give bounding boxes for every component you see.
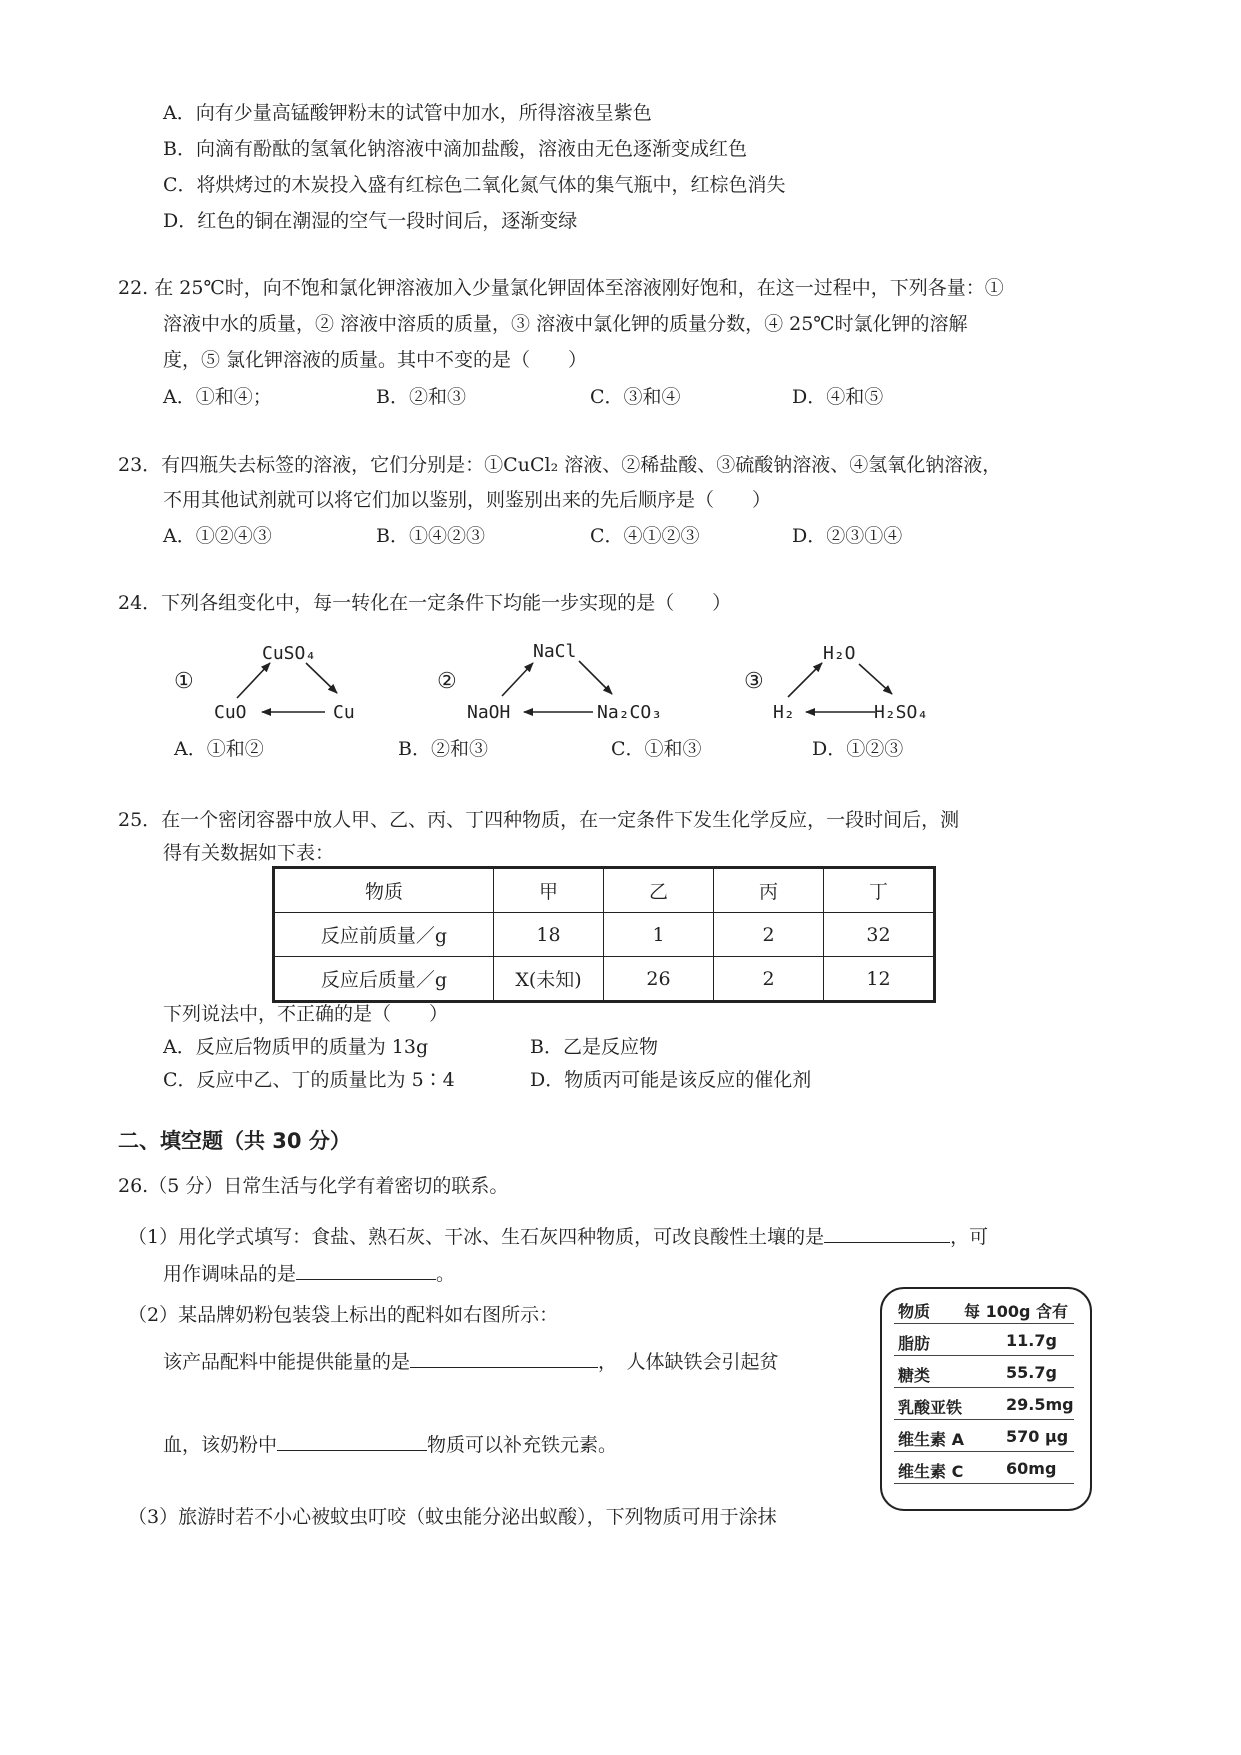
q26-part-1-text-2: 用作调味品的是	[163, 1263, 297, 1285]
q22-option-a: A．①和④；	[163, 386, 272, 408]
table-cell: 物质	[274, 868, 494, 913]
section-heading: 二、填空题（共 30 分）	[118, 1129, 351, 1153]
q26-part-1-line-1	[128, 1224, 988, 1247]
q24-option-c: C．①和③	[611, 738, 702, 760]
nutrition-row	[894, 1387, 1074, 1420]
q25-option-d: D．物质丙可能是该反应的催化剂	[530, 1069, 812, 1091]
nutrient-value: 55.7g	[1006, 1363, 1057, 1382]
q24-option-b: B．②和③	[398, 738, 488, 760]
nutrition-header-left: 物质	[898, 1302, 931, 1321]
q26-part-1-line-2	[163, 1261, 455, 1284]
q23-line-2: 不用其他试剂就可以将它们加以鉴别，则鉴别出来的先后顺序是（ ）	[163, 489, 772, 511]
q23-option-a: A．①②④③	[163, 525, 272, 547]
q25-option-c: C．反应中乙、丁的质量比为 5∶4	[163, 1069, 455, 1091]
q26-part-2-line-1: （2）某品牌奶粉包装袋上标出的配料如右图所示：	[128, 1304, 559, 1326]
q22-option-d: D．④和⑤	[792, 386, 884, 408]
table-cell: 2	[714, 957, 824, 1002]
q24-option-a: A．①和②	[174, 738, 264, 760]
q22-option-b: B．②和③	[376, 386, 466, 408]
q24-option-d: D．①②③	[812, 738, 904, 760]
q24-diagrams	[0, 0, 1241, 760]
nutrition-label	[880, 1287, 1092, 1511]
q26-part-2-end: 物质可以补充铁元素。	[427, 1434, 618, 1456]
nutrient-name: 维生素 A	[898, 1430, 964, 1449]
nutrition-header-right: 每 100g 含有	[964, 1302, 1068, 1321]
nutrient-name: 维生素 C	[898, 1462, 964, 1481]
table-row	[274, 957, 935, 1002]
q26-part-1-tail: ，可	[950, 1226, 989, 1248]
q21-option-b: B．向滴有酚酞的氢氧化钠溶液中滴加盐酸，溶液由无色逐渐变成红色	[163, 138, 747, 160]
q26-part-1-end: 。	[436, 1263, 456, 1285]
table-cell: 甲	[494, 868, 604, 913]
q23-option-c: C．④①②③	[590, 525, 700, 547]
q25-line-2: 得有关数据如下表：	[163, 842, 335, 864]
answer-blank-4[interactable]	[277, 1432, 427, 1451]
table-cell: 32	[824, 913, 935, 957]
diagram-1-number: ①	[174, 669, 194, 694]
q24-stem: 24．下列各组变化中，每一转化在一定条件下均能一步实现的是（ ）	[118, 592, 732, 614]
diagram-2-left: NaOH	[467, 702, 511, 723]
nutrition-header	[894, 1291, 1074, 1324]
nutrient-name: 脂肪	[898, 1334, 931, 1353]
q25-data-table	[272, 866, 936, 1003]
diagram-1-top: CuSO₄	[262, 643, 317, 664]
q26-part-2-text: 该产品配料中能提供能量的是	[163, 1351, 411, 1373]
table-cell: 丁	[824, 868, 935, 913]
answer-blank-3[interactable]	[410, 1349, 598, 1368]
diagram-2-right: Na₂CO₃	[597, 702, 663, 723]
nutrient-name: 糖类	[898, 1366, 931, 1385]
q22-option-c: C．③和④	[590, 386, 681, 408]
q25-stem: 下列说法中，不正确的是（ ）	[163, 1003, 449, 1025]
table-cell: 2	[714, 913, 824, 957]
table-cell: 乙	[604, 868, 714, 913]
diagram-1-right: Cu	[333, 702, 355, 723]
q21-option-d: D．红色的铜在潮湿的空气一段时间后，逐渐变绿	[163, 210, 578, 232]
nutrient-value: 60mg	[1006, 1459, 1057, 1478]
diagram-3-left: H₂	[773, 702, 795, 723]
q22-line-2: 溶液中水的质量，② 溶液中溶质的质量，③ 溶液中氯化钾的质量分数，④ 25℃时氯化钾的溶解	[163, 313, 968, 335]
nutrition-row	[894, 1355, 1074, 1388]
answer-blank-1[interactable]	[824, 1224, 950, 1243]
answer-blank-2[interactable]	[296, 1261, 436, 1280]
diagram-3-right: H₂SO₄	[874, 702, 929, 723]
table-cell: 反应前质量／g	[274, 913, 494, 957]
q26-part-3: （3）旅游时若不小心被蚊虫叮咬（蚊虫能分泌出蚁酸），下列物质可用于涂抹	[128, 1506, 777, 1528]
q23-option-d: D．②③①④	[792, 525, 903, 547]
q25-option-b: B．乙是反应物	[530, 1036, 658, 1058]
table-cell: 1	[604, 913, 714, 957]
diagram-3-number: ③	[744, 669, 764, 694]
q25-line-1: 25．在一个密闭容器中放人甲、乙、丙、丁四种物质，在一定条件下发生化学反应，一段时间后，测	[118, 809, 960, 831]
table-cell: 18	[494, 913, 604, 957]
q26-part-2-text-3: 血，该奶粉中	[163, 1434, 278, 1456]
nutrient-name: 乳酸亚铁	[898, 1398, 963, 1417]
q26-stem: 26.（5 分）日常生活与化学有着密切的联系。	[118, 1175, 509, 1197]
q26-part-2-line-2	[163, 1349, 779, 1372]
table-row	[274, 868, 935, 913]
table-cell: 12	[824, 957, 935, 1002]
nutrition-row	[894, 1451, 1074, 1484]
q22-line-1: 22. 在 25℃时，向不饱和氯化钾溶液加入少量氯化钾固体至溶液刚好饱和，在这一过程中，下列各量：①	[118, 277, 1004, 299]
q26-part-2-tail: ， 人体缺铁会引起贫	[598, 1351, 779, 1373]
table-cell: X(未知)	[494, 957, 604, 1002]
q21-option-c: C．将烘烤过的木炭投入盛有红棕色二氧化氮气体的集气瓶中，红棕色消失	[163, 174, 786, 196]
diagram-1-left: CuO	[214, 702, 247, 723]
table-cell: 反应后质量／g	[274, 957, 494, 1002]
nutrient-value: 570 μg	[1006, 1427, 1069, 1446]
table-cell: 丙	[714, 868, 824, 913]
diagram-3-top: H₂O	[823, 643, 856, 664]
q22-line-3: 度，⑤ 氯化钾溶液的质量。其中不变的是（ ）	[163, 349, 588, 371]
q26-part-1-text: （1）用化学式填写：食盐、熟石灰、干冰、生石灰四种物质，可改良酸性土壤的是	[128, 1226, 825, 1248]
diagram-2-number: ②	[437, 669, 457, 694]
nutrient-value: 11.7g	[1006, 1331, 1057, 1350]
q25-option-a: A．反应后物质甲的质量为 13g	[163, 1036, 429, 1058]
q26-part-2-line-3	[163, 1432, 617, 1455]
q23-option-b: B．①④②③	[376, 525, 485, 547]
q21-option-a: A．向有少量高锰酸钾粉末的试管中加水，所得溶液呈紫色	[163, 102, 652, 124]
nutrition-row	[894, 1419, 1074, 1452]
q23-line-1: 23．有四瓶失去标签的溶液，它们分别是：①CuCl₂ 溶液、②稀盐酸、③硫酸钠溶液、④氢氧化钠溶液，	[118, 454, 1002, 476]
nutrition-row	[894, 1323, 1074, 1356]
nutrient-value: 29.5mg	[1006, 1395, 1074, 1414]
table-row	[274, 913, 935, 957]
table-cell: 26	[604, 957, 714, 1002]
diagram-2-top: NaCl	[533, 641, 577, 662]
